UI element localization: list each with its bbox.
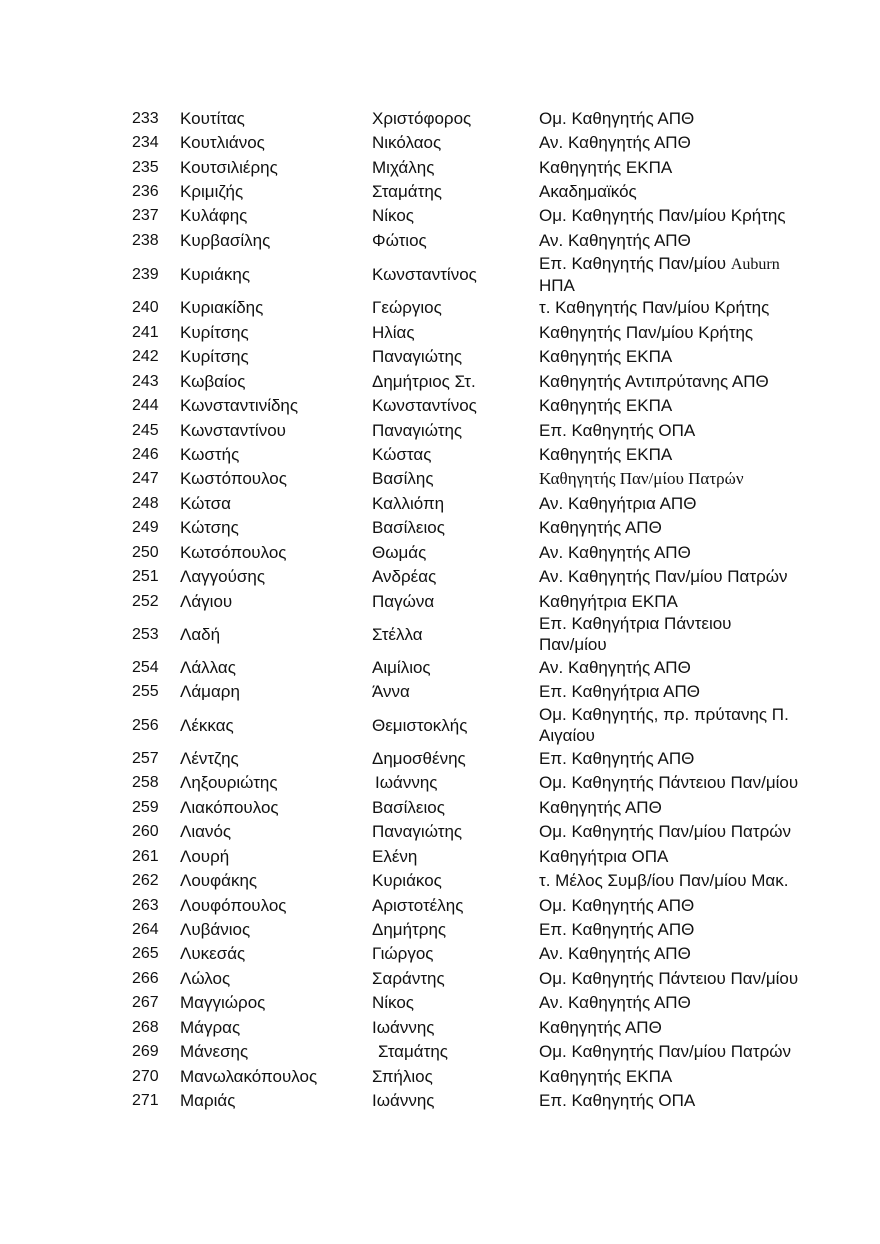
table-row <box>132 540 812 564</box>
academic-position: Ομ. Καθηγητής ΑΠΘ <box>539 895 695 915</box>
surname: Κουτίτας <box>180 108 245 128</box>
academic-position: Καθηγητής ΑΠΘ <box>539 1017 662 1037</box>
surname: Λέντζης <box>180 748 239 768</box>
academic-position: Καθηγητής ΕΚΠΑ <box>539 157 673 177</box>
table-row <box>132 844 812 868</box>
row-number: 255 <box>132 683 159 701</box>
table-row <box>132 106 812 130</box>
academic-position: Αν. Καθηγητής ΑΠΘ <box>539 230 691 250</box>
surname: Κυριακίδης <box>180 298 264 318</box>
given-name: Νίκος <box>372 993 414 1013</box>
row-number: 237 <box>132 207 159 225</box>
surname: Λαγγούσης <box>180 567 266 587</box>
table-row <box>132 771 812 795</box>
academic-position: Καθηγητής ΕΚΠΑ <box>539 444 673 464</box>
row-number: 265 <box>132 945 159 963</box>
surname: Κριμιζής <box>180 182 244 202</box>
table-row <box>132 868 812 892</box>
given-name: Γιώργος <box>372 944 434 964</box>
table-row <box>132 418 812 442</box>
surname: Λουφόπουλος <box>180 895 287 915</box>
row-number: 233 <box>132 109 159 127</box>
academic-position: Καθηγητής Παν/μίου Πατρών <box>539 469 744 489</box>
table-row <box>132 130 812 154</box>
given-name: Θεμιστοκλής <box>372 715 468 735</box>
academic-position <box>539 613 812 655</box>
academic-position: Αν. Καθηγητής Παν/μίου Πατρών <box>539 567 788 587</box>
table-row <box>132 179 812 203</box>
table-row <box>132 704 812 746</box>
row-number: 268 <box>132 1018 159 1036</box>
surname: Μαριάς <box>180 1091 236 1111</box>
academic-position: Ομ. Καθηγητής Παν/μίου Πατρών <box>539 1042 792 1062</box>
given-name: Δημήτριος Στ. <box>372 371 476 391</box>
academic-position: Καθηγητής ΑΠΘ <box>539 518 662 538</box>
row-number: 267 <box>132 994 159 1012</box>
row-number: 235 <box>132 158 159 176</box>
academic-position: τ. Καθηγητής Παν/μίου Κρήτης <box>539 298 770 318</box>
row-number: 260 <box>132 823 159 841</box>
surname: Λυκεσάς <box>180 944 246 964</box>
row-number: 258 <box>132 774 159 792</box>
position-line-2: ΗΠΑ <box>539 275 575 295</box>
surname: Κώτσα <box>180 493 231 513</box>
given-name: Σαράντης <box>372 968 445 988</box>
table-row <box>132 820 812 844</box>
surname: Κυρίτσης <box>180 322 249 342</box>
surname: Κυριάκης <box>180 264 251 284</box>
given-name: Κυριάκος <box>372 871 442 891</box>
row-number: 259 <box>132 798 159 816</box>
surname: Λυβάνιος <box>180 919 251 939</box>
table-row <box>132 442 812 466</box>
academic-position: Ομ. Καθηγητής Πάντειου Παν/μίου <box>539 773 799 793</box>
given-name: Βασίλειος <box>372 797 445 817</box>
academic-position <box>539 253 812 296</box>
table-row <box>132 1039 812 1063</box>
row-number: 261 <box>132 847 159 865</box>
academic-position: Καθηγητής ΕΚΠΑ <box>539 1066 673 1086</box>
academic-position: Αν. Καθηγητής ΑΠΘ <box>539 658 691 678</box>
row-number: 239 <box>132 265 159 283</box>
academic-position: Αν. Καθηγήτρια ΑΠΘ <box>539 493 697 513</box>
academic-position: Ομ. Καθηγητής Παν/μίου Κρήτης <box>539 206 786 226</box>
surname: Κυλάφης <box>180 206 248 226</box>
table-row <box>132 491 812 515</box>
surname: Κώτσης <box>180 518 239 538</box>
table-row <box>132 917 812 941</box>
given-name: Νικόλαος <box>372 133 442 153</box>
surname: Λώλος <box>180 968 231 988</box>
row-number: 264 <box>132 920 159 938</box>
given-name: Θωμάς <box>372 542 427 562</box>
position-line-1: Επ. Καθηγήτρια Πάντειου <box>539 614 732 634</box>
given-name: Αριστοτέλης <box>372 895 464 915</box>
surname: Κωνσταντίνου <box>180 420 286 440</box>
surname: Κουτλιάνος <box>180 133 265 153</box>
surname: Κωστόπουλος <box>180 469 287 489</box>
table-row <box>132 942 812 966</box>
given-name: Στέλλα <box>372 624 423 644</box>
table-row <box>132 966 812 990</box>
surname: Λαδή <box>180 624 221 644</box>
row-number: 271 <box>132 1092 159 1110</box>
given-name: Βασίλειος <box>372 518 445 538</box>
given-name: Γεώργιος <box>372 298 442 318</box>
academic-position: Αν. Καθηγητής ΑΠΘ <box>539 944 691 964</box>
signatories-table <box>132 106 812 1113</box>
table-row <box>132 393 812 417</box>
given-name: Κωνσταντίνος <box>372 264 477 284</box>
table-row <box>132 893 812 917</box>
given-name: Ηλίας <box>372 322 415 342</box>
given-name: Ελένη <box>372 846 418 866</box>
table-row <box>132 345 812 369</box>
academic-position: Επ. Καθηγητής ΟΠΑ <box>539 1091 696 1111</box>
row-number: 266 <box>132 969 159 987</box>
surname: Κουτσιλιέρης <box>180 157 278 177</box>
surname: Λιακόπουλος <box>180 797 279 817</box>
given-name: Ανδρέας <box>372 567 437 587</box>
surname: Λιανός <box>180 822 232 842</box>
given-name: Ιωάννης <box>372 1017 435 1037</box>
position-line-1: Επ. Καθηγητής Παν/μίου <box>539 253 727 273</box>
academic-position: Ομ. Καθηγητής ΑΠΘ <box>539 108 695 128</box>
academic-position: Ομ. Καθηγητής Πάντειου Παν/μίου <box>539 968 799 988</box>
table-row <box>132 204 812 228</box>
given-name: Παναγιώτης <box>372 420 463 440</box>
table-row <box>132 320 812 344</box>
row-number: 252 <box>132 592 159 610</box>
given-name: Παναγιώτης <box>372 347 463 367</box>
row-number: 244 <box>132 397 159 415</box>
row-number: 262 <box>132 872 159 890</box>
academic-position: Αν. Καθηγητής ΑΠΘ <box>539 993 691 1013</box>
table-row <box>132 1015 812 1039</box>
given-name: Παγώνα <box>372 591 435 611</box>
academic-position <box>539 704 812 746</box>
row-number: 246 <box>132 445 159 463</box>
row-number: 240 <box>132 299 159 317</box>
academic-position: Επ. Καθηγητής ΟΠΑ <box>539 420 696 440</box>
surname: Λουρή <box>180 846 230 866</box>
given-name: Κώστας <box>372 444 432 464</box>
surname: Λάμαρη <box>180 682 240 702</box>
surname: Λουφάκης <box>180 871 258 891</box>
table-row <box>132 746 812 770</box>
given-name: Σταμάτης <box>372 182 442 202</box>
given-name: Σπήλιος <box>372 1066 433 1086</box>
table-row <box>132 516 812 540</box>
surname: Κωνσταντινίδης <box>180 396 299 416</box>
table-row <box>132 1064 812 1088</box>
row-number: 256 <box>132 716 159 734</box>
table-row <box>132 228 812 252</box>
table-row <box>132 589 812 613</box>
surname: Μανωλακόπουλος <box>180 1066 318 1086</box>
given-name: Δημοσθένης <box>372 748 466 768</box>
academic-position: Επ. Καθηγητής ΑΠΘ <box>539 919 695 939</box>
surname: Κωστής <box>180 444 240 464</box>
given-name: Παναγιώτης <box>372 822 463 842</box>
row-number: 250 <box>132 543 159 561</box>
academic-position: Ακαδημαϊκός <box>539 182 637 202</box>
table-row <box>132 369 812 393</box>
row-number: 245 <box>132 421 159 439</box>
table-row <box>132 655 812 679</box>
surname: Κωτσόπουλος <box>180 542 287 562</box>
row-number: 263 <box>132 896 159 914</box>
given-name: Δημήτρης <box>372 919 447 939</box>
row-number: 234 <box>132 134 159 152</box>
row-number: 236 <box>132 183 159 201</box>
row-number: 253 <box>132 625 159 643</box>
row-number: 249 <box>132 519 159 537</box>
table-row <box>132 155 812 179</box>
surname: Ληξουριώτης <box>180 773 278 793</box>
academic-position: Καθηγήτρια ΕΚΠΑ <box>539 591 678 611</box>
surname: Κυρίτσης <box>180 347 249 367</box>
given-name: Μιχάλης <box>372 157 435 177</box>
table-row <box>132 991 812 1015</box>
academic-position: Επ. Καθηγήτρια ΑΠΘ <box>539 682 700 702</box>
academic-position: Καθηγητής Παν/μίου Κρήτης <box>539 322 754 342</box>
given-name: Καλλιόπη <box>372 493 445 513</box>
table-row <box>132 467 812 491</box>
position-institution: Auburn <box>730 255 780 273</box>
given-name: Φώτιος <box>372 230 427 250</box>
position-line-2: Αιγαίου <box>539 726 595 746</box>
given-name: Ιωάννης <box>375 773 438 793</box>
given-name: Αιμίλιος <box>372 658 431 678</box>
surname: Λάλλας <box>180 658 236 678</box>
academic-position: Καθηγητής ΑΠΘ <box>539 797 662 817</box>
row-number: 242 <box>132 348 159 366</box>
academic-position: Αν. Καθηγητής ΑΠΘ <box>539 542 691 562</box>
row-number: 241 <box>132 323 159 341</box>
surname: Λέκκας <box>180 715 234 735</box>
position-line-1: Ομ. Καθηγητής, πρ. πρύτανης Π. <box>539 705 789 725</box>
academic-position: Καθηγητής Αντιπρύτανης ΑΠΘ <box>539 371 769 391</box>
table-row <box>132 564 812 588</box>
academic-position: τ. Μέλος Συμβ/ίου Παν/μίου Μακ. <box>539 871 789 891</box>
given-name: Ιωάννης <box>372 1091 435 1111</box>
table-row <box>132 253 812 296</box>
academic-position: Αν. Καθηγητής ΑΠΘ <box>539 133 691 153</box>
row-number: 243 <box>132 372 159 390</box>
academic-position: Καθηγητής ΕΚΠΑ <box>539 396 673 416</box>
surname: Λάγιου <box>180 591 233 611</box>
table-row <box>132 296 812 320</box>
academic-position: Ομ. Καθηγητής Παν/μίου Πατρών <box>539 822 792 842</box>
row-number: 251 <box>132 568 159 586</box>
given-name: Νίκος <box>372 206 414 226</box>
row-number: 254 <box>132 659 159 677</box>
table-row <box>132 680 812 704</box>
table-row <box>132 795 812 819</box>
surname: Κυρβασίλης <box>180 230 271 250</box>
academic-position: Καθηγητής ΕΚΠΑ <box>539 347 673 367</box>
position-line-2: Παν/μίου <box>539 635 607 655</box>
given-name: Κωνσταντίνος <box>372 396 477 416</box>
given-name: Άννα <box>372 682 410 702</box>
row-number: 248 <box>132 494 159 512</box>
given-name: Σταμάτης <box>378 1042 448 1062</box>
surname: Μάνεσης <box>180 1042 249 1062</box>
surname: Μάγρας <box>180 1017 241 1037</box>
given-name: Χριστόφορος <box>372 108 472 128</box>
row-number: 238 <box>132 231 159 249</box>
surname: Κωβαίος <box>180 371 246 391</box>
given-name: Βασίλης <box>372 469 434 489</box>
table-row <box>132 1088 812 1112</box>
signatories-table-body <box>132 106 812 1113</box>
academic-position: Επ. Καθηγητής ΑΠΘ <box>539 748 695 768</box>
table-row <box>132 613 812 655</box>
row-number: 270 <box>132 1067 159 1085</box>
surname: Μαγγιώρος <box>180 993 266 1013</box>
row-number: 257 <box>132 749 159 767</box>
row-number: 269 <box>132 1043 159 1061</box>
row-number: 247 <box>132 470 159 488</box>
academic-position: Καθηγήτρια ΟΠΑ <box>539 846 669 866</box>
